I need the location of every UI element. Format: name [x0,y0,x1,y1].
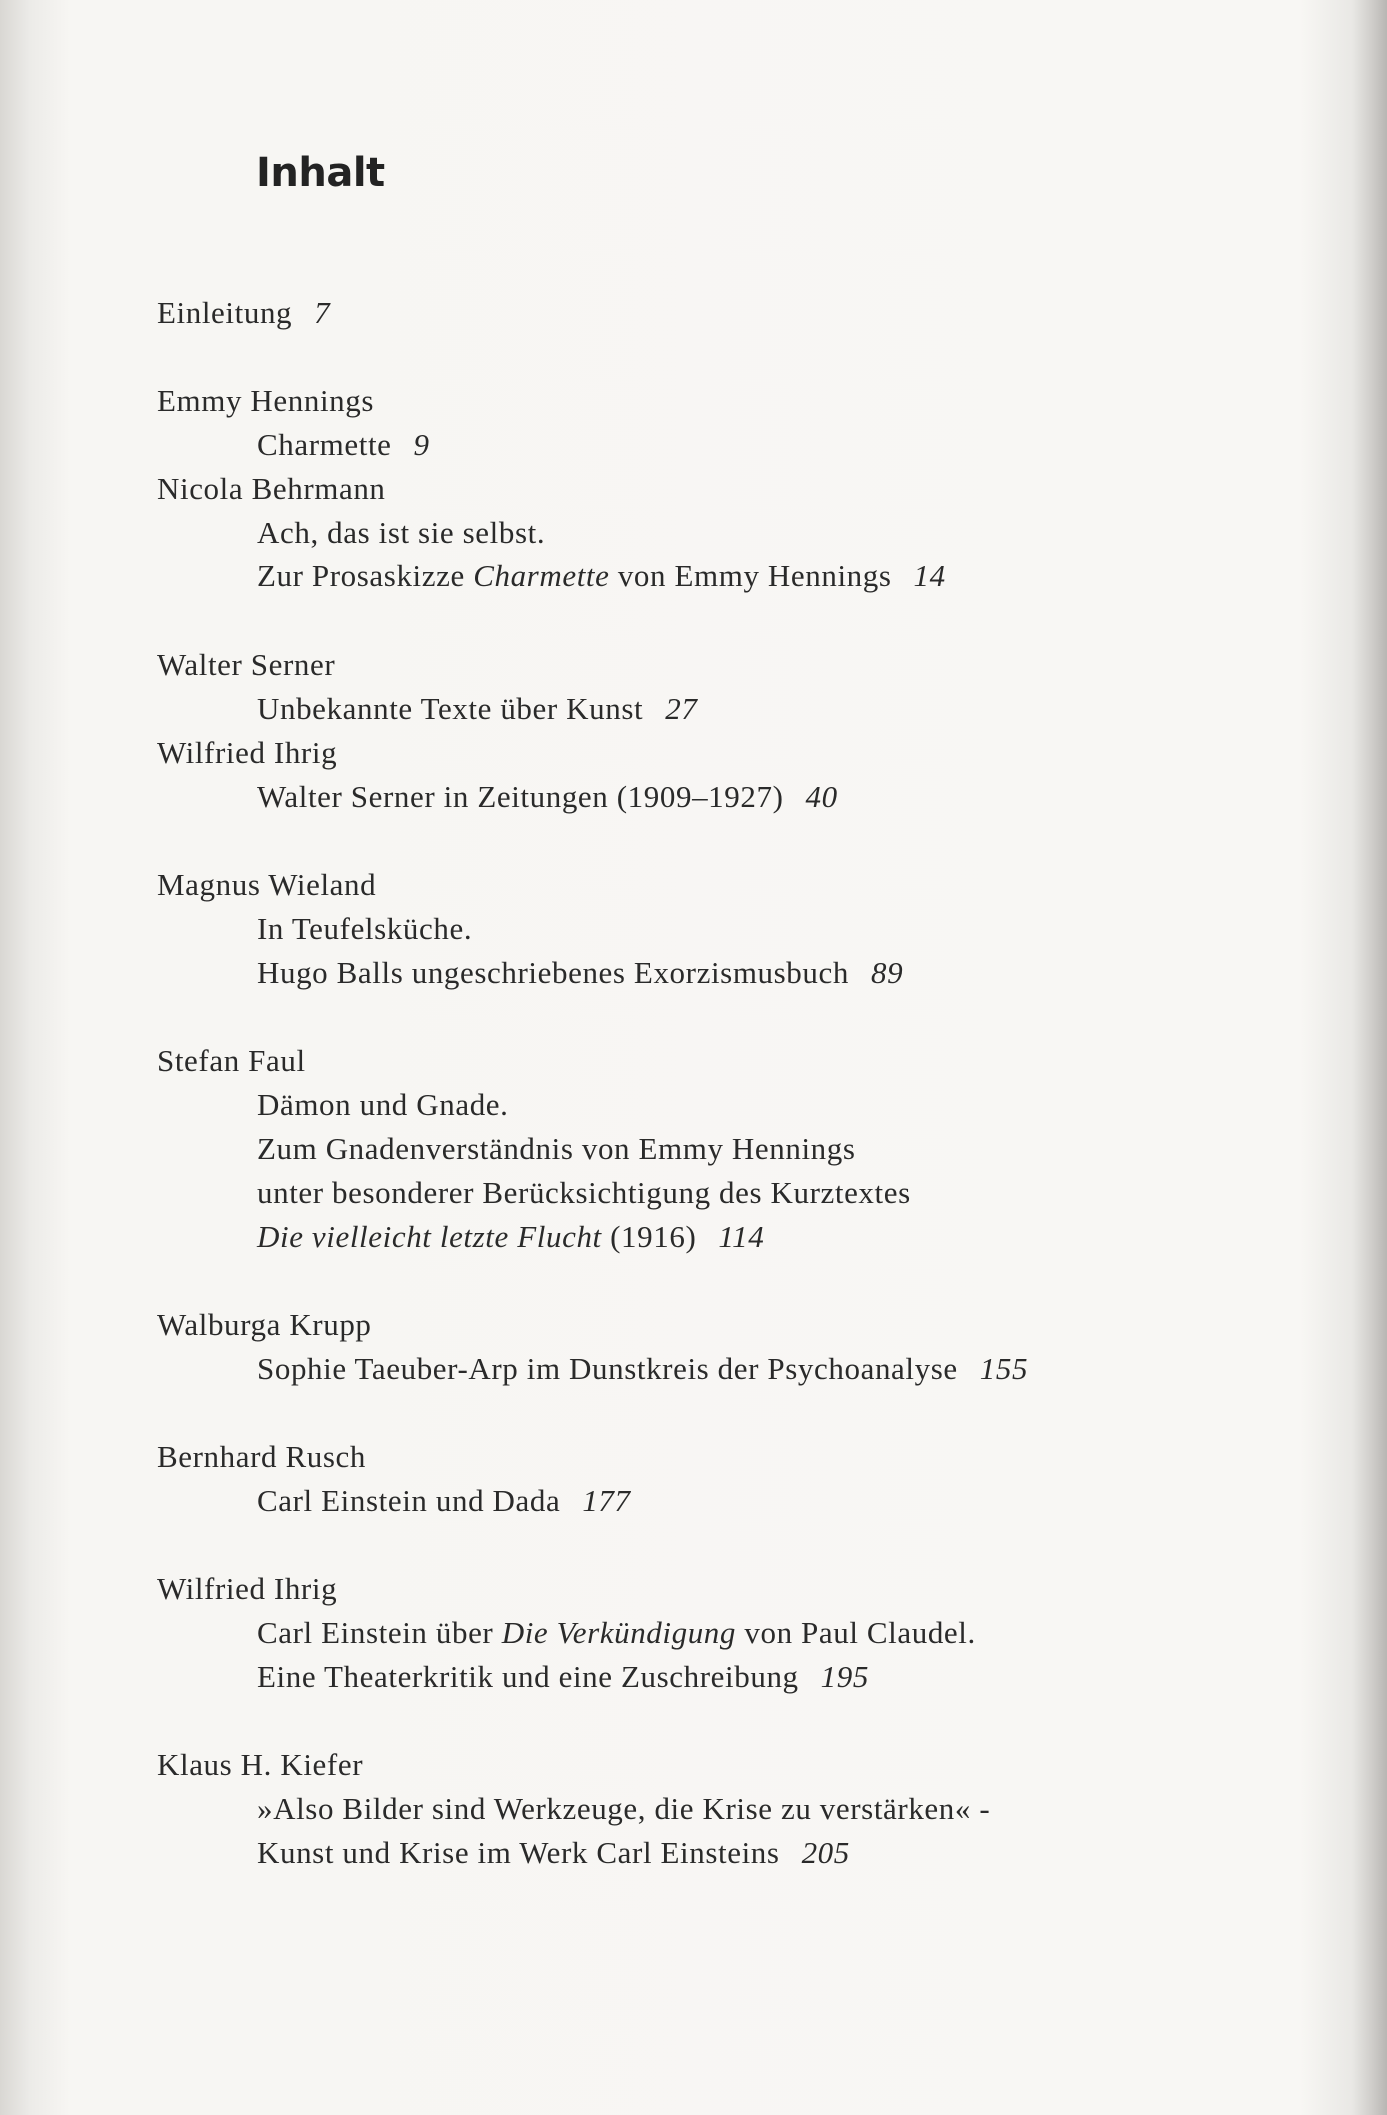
toc-author: Wilfried Ihrig [157,1571,338,1606]
toc-entry-title: »Also Bilder sind Werkzeuge, die Krise zu verstärken« - [257,1791,991,1826]
page-title: Inhalt [256,150,385,196]
toc-page-number: 9 [413,427,430,462]
toc-entry-title: Hugo Balls ungeschriebenes Exorzismusbuch 89 [257,955,904,990]
toc-author: Emmy Hennings [157,383,375,418]
toc-entry-title: Walter Serner in Zeitungen (1909–1927) 40 [257,779,838,814]
toc-entry-title: Zur Prosaskizze Charmette von Emmy Hennings 14 [257,558,946,593]
toc-entry-title: Kunst und Krise im Werk Carl Einsteins 205 [257,1835,850,1870]
toc-entry-title: Unbekannte Texte über Kunst 27 [257,691,698,726]
toc-author: Bernhard Rusch [157,1439,366,1474]
toc-page-number: 114 [718,1219,765,1254]
toc-entry-title: Sophie Taeuber-Arp im Dunstkreis der Psychoanalyse 155 [257,1351,1029,1386]
toc-author: Nicola Behrmann [157,471,386,506]
toc-entry-title: Die vielleicht letzte Flucht (1916) 114 [257,1219,765,1254]
toc-author: Stefan Faul [157,1043,306,1078]
toc-title: Einleitung [157,295,293,330]
toc-entry-title: Carl Einstein über Die Verkündigung von Paul Claudel. [257,1615,976,1650]
toc-page-number: 195 [820,1659,869,1694]
toc-entry-title: In Teufelsküche. [257,911,473,946]
toc-entry-einleitung [157,295,330,331]
toc-author: Walter Serner [157,647,336,682]
toc-page-number: 177 [582,1483,631,1518]
toc-author: Magnus Wieland [157,867,377,902]
toc-page-number: 40 [805,779,838,814]
toc-page-number: 205 [801,1835,850,1870]
toc-entry-title: Eine Theaterkritik und eine Zuschreibung 195 [257,1659,869,1694]
toc-entry-title: Carl Einstein und Dada 177 [257,1483,631,1518]
toc-entry-title: Zum Gnadenverständnis von Emmy Hennings [257,1131,856,1166]
toc-page-number: 14 [913,558,946,593]
toc-entry-title: Dämon und Gnade. [257,1087,509,1122]
toc-author: Walburga Krupp [157,1307,372,1342]
toc-entry-title: Charmette 9 [257,427,430,462]
toc-page-number: 27 [665,691,698,726]
toc-entry-title: unter besonderer Berücksichtigung des Kurztextes [257,1175,911,1210]
toc-page-number: 155 [979,1351,1029,1386]
toc-page-number: 89 [870,955,904,990]
toc-author: Klaus H. Kiefer [157,1747,364,1782]
toc-author: Wilfried Ihrig [157,735,338,770]
toc-entry-title: Ach, das ist sie selbst. [257,515,546,550]
toc-page-number: 7 [314,295,331,330]
